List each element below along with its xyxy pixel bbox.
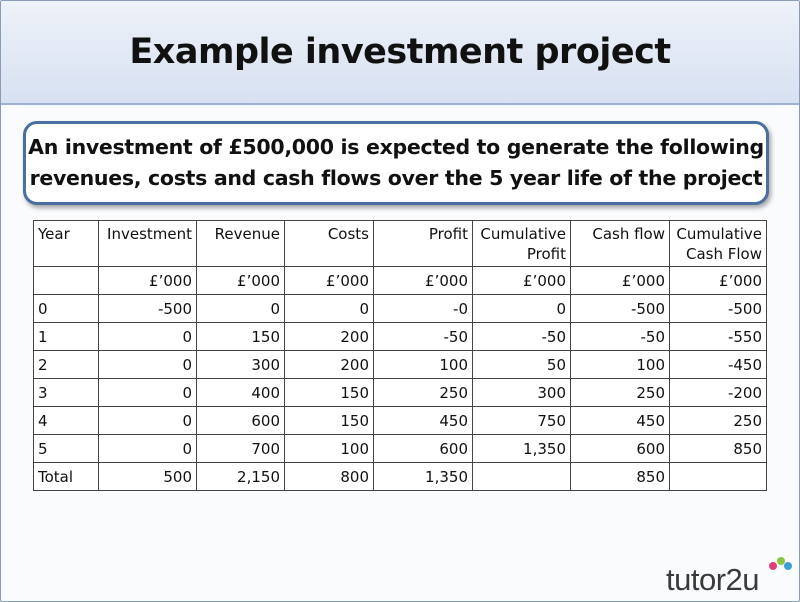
column-header: Costs — [285, 221, 374, 267]
table-cell: 0 — [197, 295, 285, 323]
column-header: Year — [34, 221, 99, 267]
table-cell: -500 — [571, 295, 670, 323]
table-cell: 1,350 — [473, 435, 571, 463]
table-cell: 850 — [670, 435, 767, 463]
tutor2u-logo — [662, 560, 792, 597]
table-cell: 800 — [285, 463, 374, 491]
table-cell: 0 — [99, 407, 197, 435]
unit-cell: £’000 — [374, 267, 473, 295]
table-cell: 600 — [197, 407, 285, 435]
table-cell — [670, 463, 767, 491]
table-cell: 250 — [670, 407, 767, 435]
slide-title: Example investment project — [129, 32, 671, 72]
table-cell: 200 — [285, 323, 374, 351]
table-cell: 1 — [34, 323, 99, 351]
unit-cell: £’000 — [197, 267, 285, 295]
table-cell: -50 — [374, 323, 473, 351]
table-cell: 0 — [473, 295, 571, 323]
column-header: Revenue — [197, 221, 285, 267]
table-cell: 50 — [473, 351, 571, 379]
table-row — [34, 323, 767, 351]
column-header: Cumulative Cash Flow — [670, 221, 767, 267]
logo-text: tutor2u — [666, 562, 760, 597]
table-row — [34, 351, 767, 379]
table-cell — [473, 463, 571, 491]
table-cell: 0 — [99, 379, 197, 407]
table-cell: 450 — [374, 407, 473, 435]
column-header: Cumulative Profit — [473, 221, 571, 267]
table-cell: 150 — [285, 379, 374, 407]
unit-cell — [34, 267, 99, 295]
table-cell: 4 — [34, 407, 99, 435]
table-cell: 450 — [571, 407, 670, 435]
table-cell: -500 — [99, 295, 197, 323]
table-cell: 250 — [571, 379, 670, 407]
unit-cell: £’000 — [571, 267, 670, 295]
table-cell: 2,150 — [197, 463, 285, 491]
table-cell: 400 — [197, 379, 285, 407]
table-cell: 600 — [571, 435, 670, 463]
column-header: Investment — [99, 221, 197, 267]
total-row — [34, 463, 767, 491]
table-cell: 700 — [197, 435, 285, 463]
table-cell: 0 — [99, 435, 197, 463]
logo-swoosh-icon — [766, 554, 794, 574]
table-header-row — [34, 221, 767, 267]
table-cell: Total — [34, 463, 99, 491]
table-cell: 0 — [285, 295, 374, 323]
table-row — [34, 379, 767, 407]
column-header: Profit — [374, 221, 473, 267]
table-cell: -450 — [670, 351, 767, 379]
title-band — [1, 1, 799, 105]
table-cell: 0 — [99, 323, 197, 351]
table-cell: 100 — [285, 435, 374, 463]
table-cell: 850 — [571, 463, 670, 491]
table-cell: 500 — [99, 463, 197, 491]
unit-cell: £’000 — [670, 267, 767, 295]
unit-cell: £’000 — [285, 267, 374, 295]
table-cell: 150 — [197, 323, 285, 351]
investment-table — [33, 220, 767, 491]
table-cell: 0 — [99, 351, 197, 379]
table-cell: 100 — [571, 351, 670, 379]
table-cell: 750 — [473, 407, 571, 435]
table-cell: -550 — [670, 323, 767, 351]
table-row — [34, 295, 767, 323]
table-cell: -0 — [374, 295, 473, 323]
table-cell: 0 — [34, 295, 99, 323]
column-header: Cash flow — [571, 221, 670, 267]
units-row — [34, 267, 767, 295]
table-cell: -50 — [571, 323, 670, 351]
description-callout — [23, 121, 769, 205]
callout-line-1: An investment of £500,000 is expected to generate the following — [28, 135, 764, 159]
table-cell: 600 — [374, 435, 473, 463]
table-row — [34, 435, 767, 463]
table-cell: 250 — [374, 379, 473, 407]
table-cell: 3 — [34, 379, 99, 407]
table-cell: 300 — [197, 351, 285, 379]
table-cell: -50 — [473, 323, 571, 351]
table-cell: 300 — [473, 379, 571, 407]
table-row — [34, 407, 767, 435]
table-cell: 100 — [374, 351, 473, 379]
unit-cell: £’000 — [473, 267, 571, 295]
table-cell: 200 — [285, 351, 374, 379]
table-cell: 2 — [34, 351, 99, 379]
table-cell: -500 — [670, 295, 767, 323]
table-cell: 150 — [285, 407, 374, 435]
callout-line-2: revenues, costs and cash flows over the 5 year life of the project — [29, 166, 763, 190]
table-cell: 5 — [34, 435, 99, 463]
table-cell: -200 — [670, 379, 767, 407]
unit-cell: £’000 — [99, 267, 197, 295]
table-cell: 1,350 — [374, 463, 473, 491]
